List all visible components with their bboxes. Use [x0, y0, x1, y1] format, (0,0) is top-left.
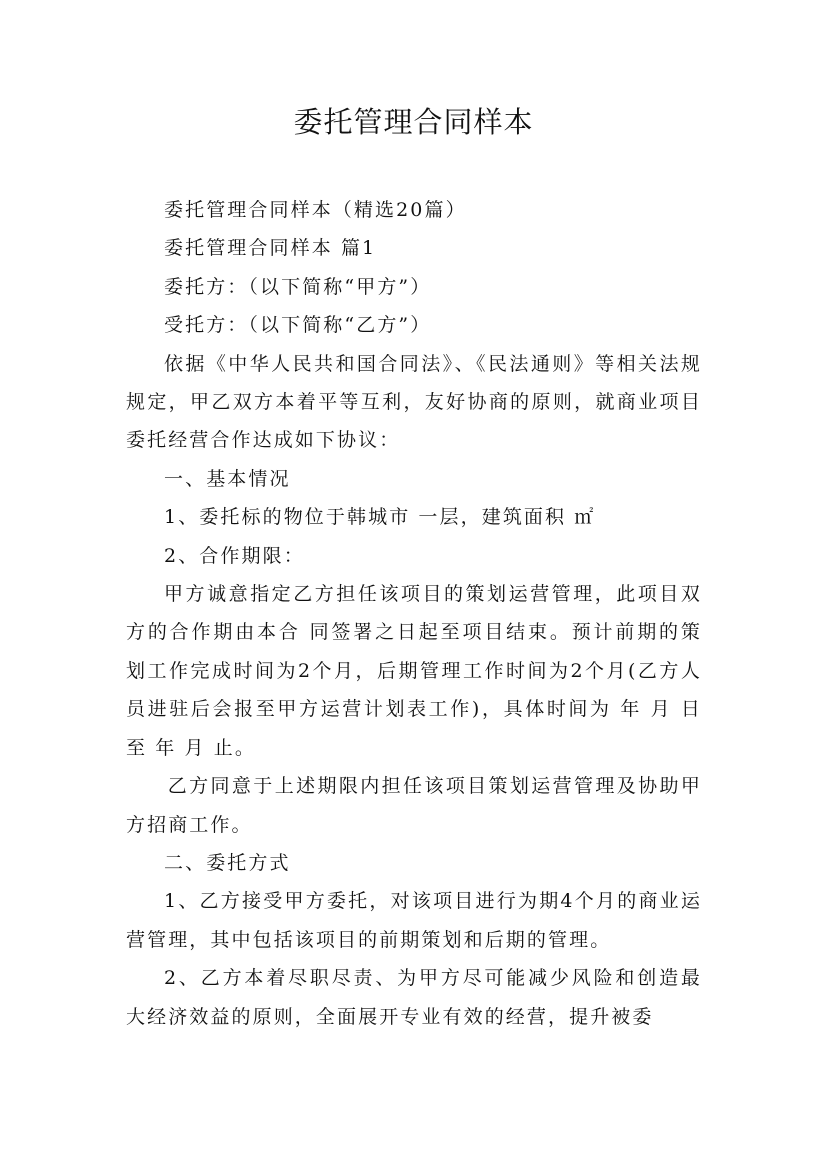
paragraph-subtitle: 委托管理合同样本（精选20篇） [164, 199, 467, 221]
paragraph-preamble: 依据《中华人民共和国合同法》、《民法通则》等相关法规规定，甲乙双方本着平等互利，友好协商的原则，就商业项目委托经营合作达成如下协议： [126, 352, 702, 452]
paragraph-heading-basic: 一、基本情况 [164, 467, 291, 490]
paragraph-section-heading: 委托管理合同样本 篇1 [164, 237, 377, 260]
paragraph-term-heading: 2、合作期限： [164, 544, 305, 567]
paragraph-term-body: 甲方诚意指定乙方担任该项目的策划运营管理，此项目双方的合作期由本合 同签署之日起至项目结束。预计前期的策划工作完成时间为2个月，后期管理工作时间为2个月(乙方人员进驻后会报至甲方运营计划表工作)，具体时间为 年 月 日至 年 月 止。 [126, 583, 702, 759]
paragraph-method-2: 2、乙方本着尽职尽责、为甲方尽可能减少风险和创造最大经济效益的原则，全面展开专业有效的经营，提升被委 [126, 967, 702, 1028]
paragraph-agreement: 乙方同意于上述期限内担任该项目策划运营管理及协助甲方招商工作。 [126, 775, 702, 836]
paragraph-party-a: 委托方：（以下简称“甲方”） [164, 275, 432, 298]
paragraph-party-b: 受托方：（以下简称“乙方”） [164, 314, 432, 337]
document-title: 委托管理合同样本 [293, 105, 534, 139]
document-body [126, 191, 702, 1036]
paragraph-heading-method: 二、委托方式 [164, 851, 291, 874]
paragraph-method-1: 1、乙方接受甲方委托，对该项目进行为期4个月的商业运营管理，其中包括该项目的前期策划和后期的管理。 [126, 890, 702, 951]
paragraph-location: 1、委托标的物位于韩城市 一层，建筑面积 ㎡ [164, 506, 596, 529]
